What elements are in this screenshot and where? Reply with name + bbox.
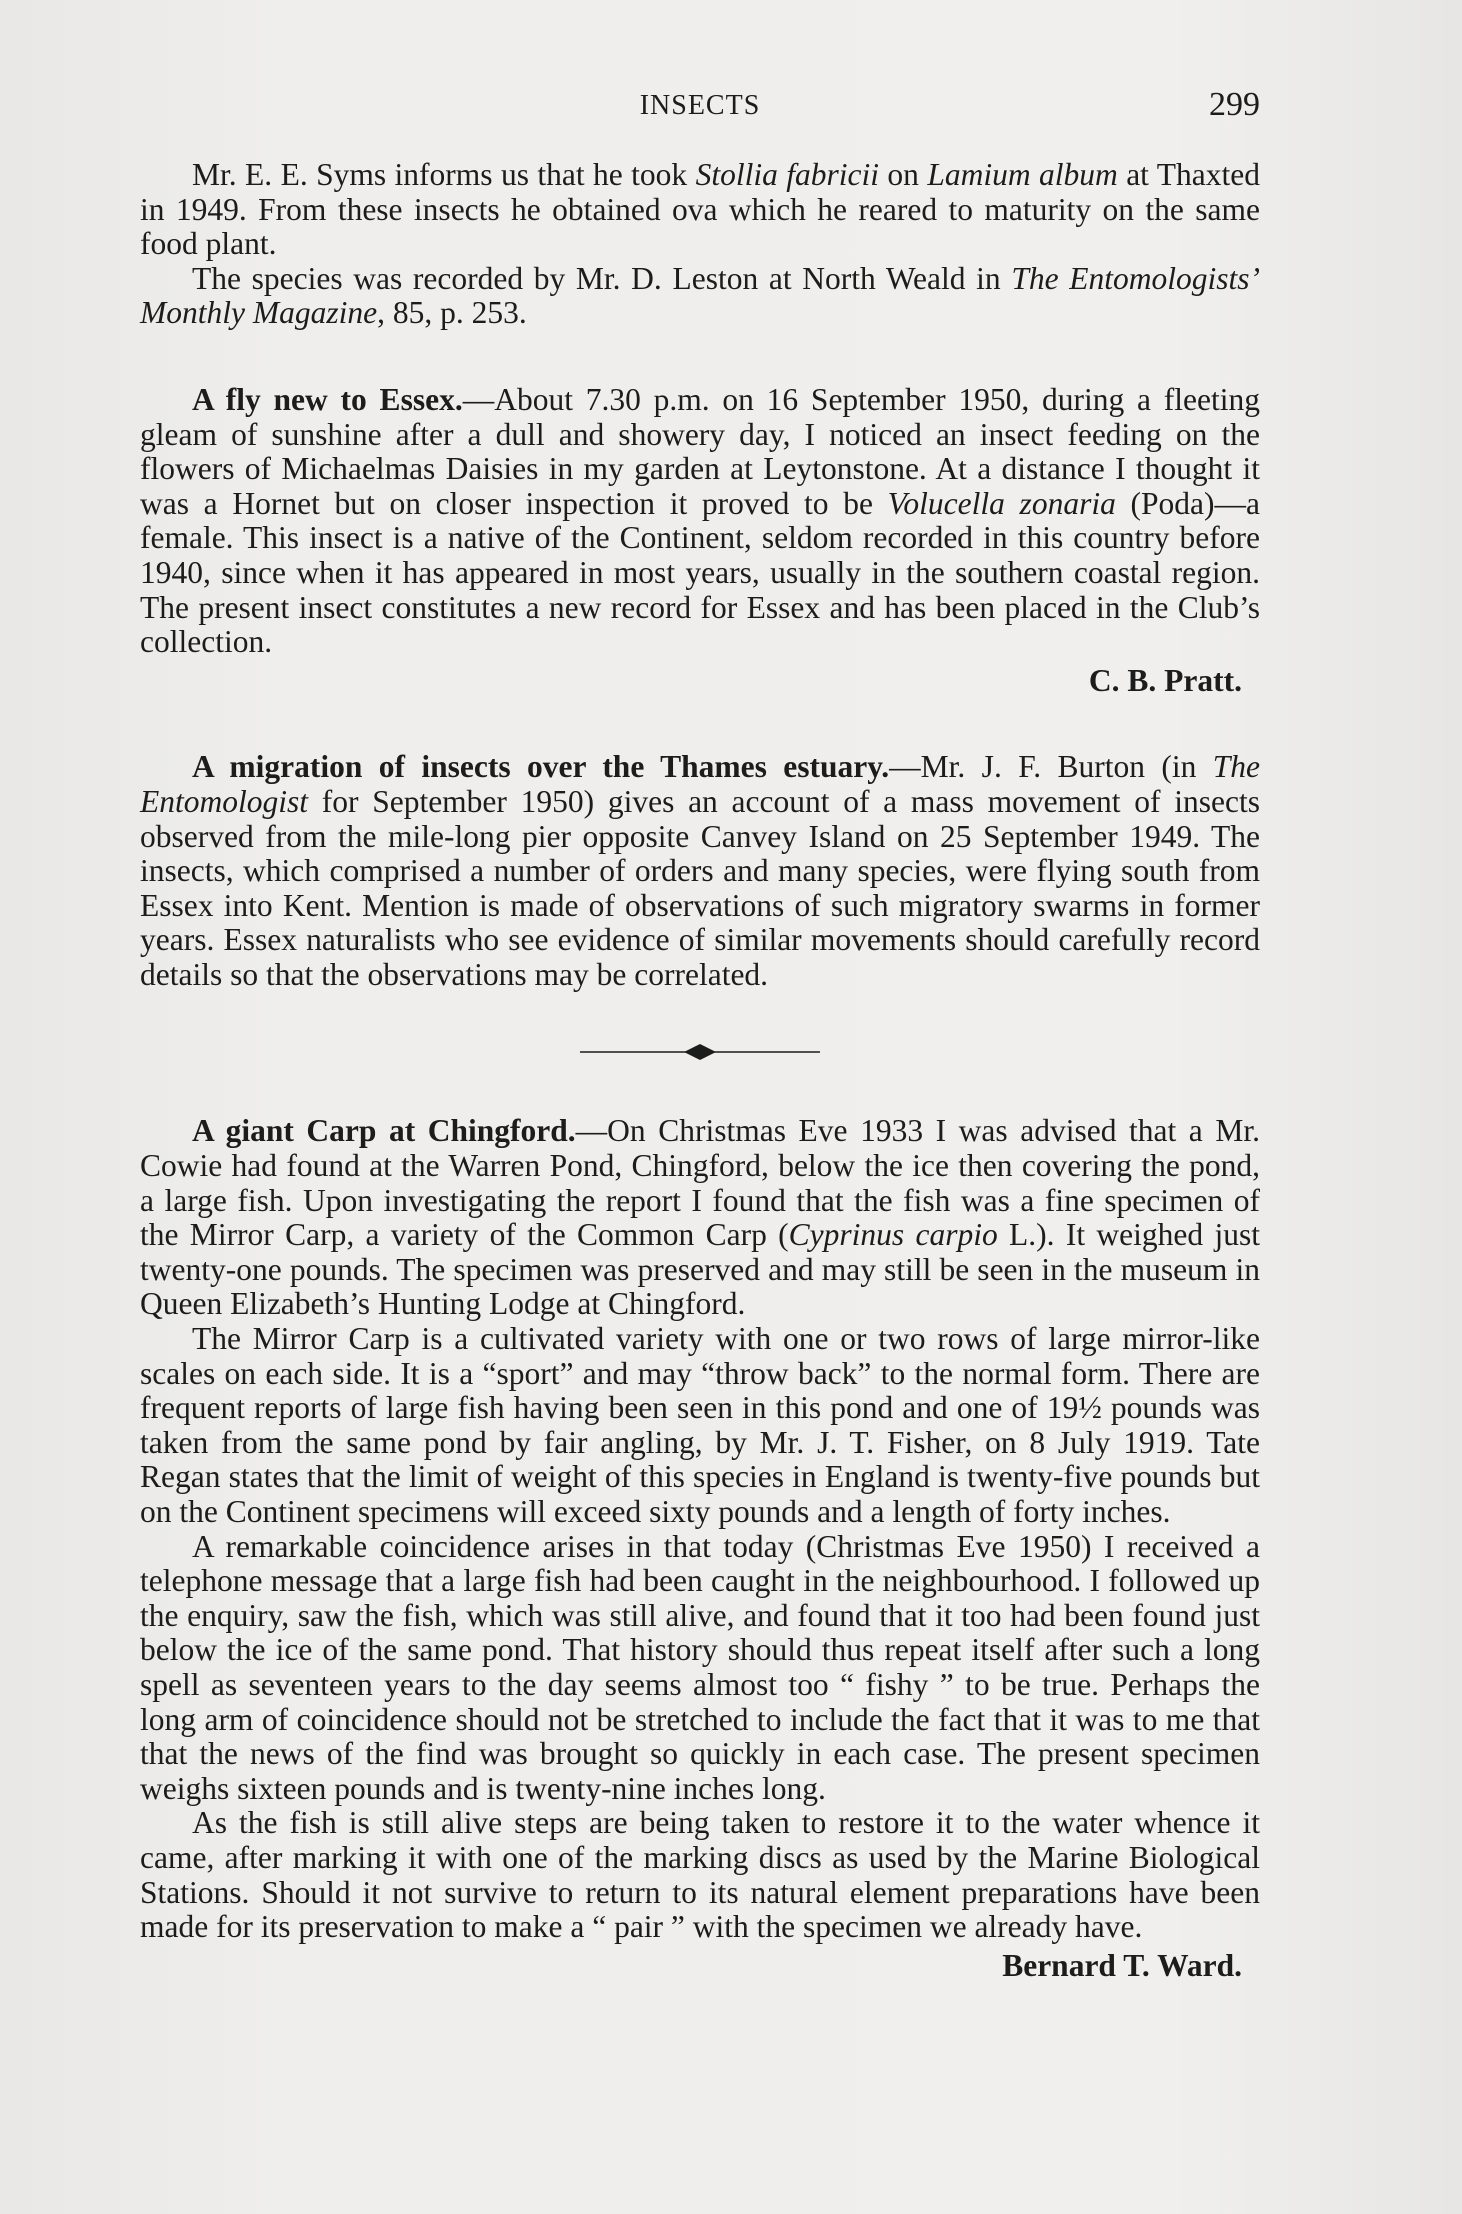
- author-signature: C. B. Pratt.: [1088, 662, 1242, 698]
- section-title: A fly new to Essex.: [192, 381, 463, 417]
- italic-text: Lamium album: [927, 157, 1118, 192]
- page-header: [140, 80, 1260, 130]
- body-text: —Mr. J. F. Burton (in: [889, 749, 1213, 785]
- paragraph: [140, 1530, 1260, 1807]
- body-text: , 85, p. 253.: [377, 295, 527, 331]
- italic-text: Cyprinus carpio: [788, 1217, 998, 1253]
- body-text: on: [879, 157, 928, 192]
- paragraph: [140, 1806, 1260, 1944]
- body-text: L.). It weighed just twenty-one pounds. The specimen was preserved and may still be seen in the museum in Queen Elizabeth’s Hunting Lodge at Chingford.: [140, 1217, 1260, 1322]
- section-divider-ornament: [140, 1024, 1260, 1080]
- body-text: The species was recorded by Mr. D. Leston at North Weald in: [192, 260, 1012, 296]
- paragraph: [140, 1322, 1260, 1530]
- italic-text: The Entomologist: [140, 749, 1260, 819]
- body-text: (Poda)—a female. This insect is a native of the Continent, seldom recorded in this country before 1940, since when it has appeared in most years, usually in the southern coastal region. The present insect constitutes a new record for Essex and has been placed in the Club’s collection.: [140, 485, 1260, 660]
- author-signature: Bernard T. Ward.: [1002, 1947, 1242, 1983]
- body-text: —On Christmas Eve 1933 I was advised that a Mr. Cowie had found at the Warren Pond, Chingford, below the ice then covering the pond, a large fish. Upon investigating the report I found that the fish was a fine specimen of the Mirror Carp, a variety of the Common Carp (: [140, 1113, 1260, 1253]
- section-title: A giant Carp at Chingford.: [192, 1113, 576, 1149]
- paragraph: [140, 262, 1260, 331]
- body-text: A remarkable coincidence arises in that today (Christmas Eve 1950) I received a telephone message that a large fish had been caught in the neighbourhood. I followed up the enquiry, saw the fish, which was still alive, and found that it too had been found just below the ice of the same pond. That history should thus repeat itself after such a long spell as seventeen years to the day seems almost too “ fishy ” to be true. Perhaps the long arm of coincidence should not be stretched to include the fact that it was to me that that the news of the find was brought so quickly in each case. The present specimen weighs sixteen pounds and is twenty-nine inches long.: [140, 1528, 1260, 1806]
- body-text: at Thaxted in 1949. From these insects he obtained ova which he reared to maturity on the same food plant.: [140, 157, 1260, 262]
- article-body: [140, 158, 1260, 1983]
- italic-text: The Entomologists’ Monthly Magazine: [140, 260, 1260, 331]
- paragraph: [140, 383, 1260, 660]
- section-title: A migration of insects over the Thames estuary.: [192, 749, 890, 785]
- body-text: for September 1950) gives an account of a mass movement of insects observed from the mile-long pier opposite Canvey Island on 25 September 1949. The insects, which comprised a number of orders and many species, were flying south from Essex into Kent. Mention is made of observations of such migratory swarms in former years. Essex naturalists who see evidence of similar movements should carefully record details so that the observations may be correlated.: [140, 783, 1260, 992]
- paragraph: [140, 1114, 1260, 1322]
- italic-text: Stollia fabricii: [695, 157, 880, 192]
- body-text: The Mirror Carp is a cultivated variety with one or two rows of large mirror-like scales on each side. It is a “sport” and may “throw back” to the normal form. There are frequent reports of large fish having been seen in this pond and one of 19½ pounds was taken from the same pond by fair angling, by Mr. J. T. Fisher, on 8 July 1919. Tate Regan states that the limit of weight of this species in England is twenty-five pounds but on the Continent specimens will exceed sixty pounds and a length of forty inches.: [140, 1321, 1260, 1529]
- body-text: —About 7.30 p.m. on 16 September 1950, during a fleeting gleam of sunshine after a dull and showery day, I noticed an insect feeding on the flowers of Michaelmas Daisies in my garden at Leytonstone. At a distance I thought it was a Hornet but on closer inspection it proved to be: [140, 381, 1261, 521]
- body-text: As the fish is still alive steps are being taken to restore it to the water whence it came, after marking it with one of the marking discs as used by the Marine Biological Stations. Should it not survive to return to its natural element preparations have been made for its preservation to make a “ pair ” with the specimen we already have.: [140, 1805, 1260, 1945]
- italic-text: Volucella zonaria: [887, 485, 1116, 521]
- paragraph: [140, 158, 1260, 262]
- running-title: INSECTS: [639, 90, 761, 121]
- paragraph: [140, 750, 1260, 992]
- page-number: 299: [1209, 86, 1260, 123]
- body-text: Mr. E. E. Syms informs us that he took: [192, 157, 696, 192]
